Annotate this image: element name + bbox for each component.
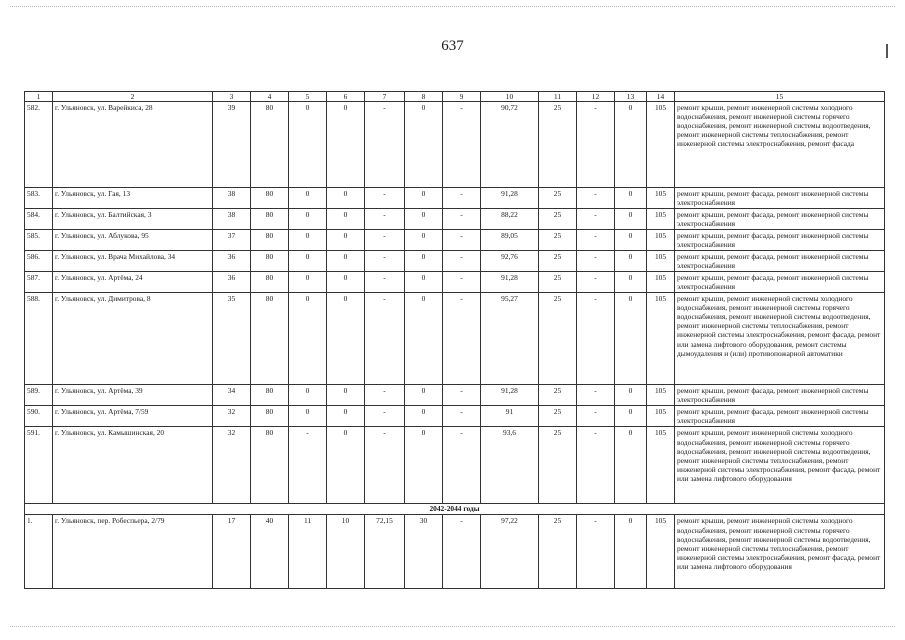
- cell-c8: 0: [405, 188, 443, 209]
- cell-c9: -: [443, 515, 481, 589]
- cell-c15: ремонт крыши, ремонт инженерной системы холодного водоснабжения, ремонт инженерной системы горячего водоснабжения, ремонт инженерной системы водоотведения, ремонт инженерной системы теплоснабжения, ремонт инженерной системы электроснабжения, ремонт фасада, ремонт или замена лифтового оборудования: [675, 515, 885, 589]
- column-header: 10: [481, 92, 539, 102]
- cell-c5: 0: [289, 188, 327, 209]
- cell-c1: 584.: [25, 209, 53, 230]
- cell-c12: -: [577, 188, 615, 209]
- cell-c12: -: [577, 209, 615, 230]
- cell-c11: 25: [539, 406, 577, 427]
- table-row: [25, 102, 885, 188]
- table-row: [25, 209, 885, 230]
- cell-c6: 10: [327, 515, 365, 589]
- cell-c2: г. Ульяновск, ул. Варейкиса, 28: [53, 102, 213, 188]
- cell-c5: 0: [289, 230, 327, 251]
- cell-c10: 91: [481, 406, 539, 427]
- cell-c11: 25: [539, 272, 577, 293]
- table-row: [25, 406, 885, 427]
- cell-c11: 25: [539, 385, 577, 406]
- cell-c5: 0: [289, 293, 327, 385]
- cell-c12: -: [577, 102, 615, 188]
- cell-c13: 0: [615, 251, 647, 272]
- column-header: 8: [405, 92, 443, 102]
- cell-c12: -: [577, 272, 615, 293]
- cell-c3: 17: [213, 515, 251, 589]
- cell-c15: ремонт крыши, ремонт фасада, ремонт инженерной системы электроснабжения: [675, 272, 885, 293]
- cell-c3: 36: [213, 272, 251, 293]
- cell-c7: -: [365, 427, 405, 504]
- cell-c7: -: [365, 251, 405, 272]
- cell-c5: 0: [289, 406, 327, 427]
- cell-c15: ремонт крыши, ремонт инженерной системы холодного водоснабжения, ремонт инженерной системы горячего водоснабжения, ремонт инженерной системы водоотведения, ремонт инженерной системы теплоснабжения, ремонт инженерной системы электроснабжения, ремонт фасада, ремонт или замена лифтового оборудования, ремонт системы дымоудаления и (или) противопожарной автоматики: [675, 293, 885, 385]
- cell-c7: 72,15: [365, 515, 405, 589]
- cell-c3: 32: [213, 406, 251, 427]
- cell-c1: 591.: [25, 427, 53, 504]
- column-header: 14: [647, 92, 675, 102]
- cell-c4: 80: [251, 188, 289, 209]
- cell-c15: ремонт крыши, ремонт фасада, ремонт инженерной системы электроснабжения: [675, 188, 885, 209]
- cell-c9: -: [443, 188, 481, 209]
- cell-c13: 0: [615, 230, 647, 251]
- column-header: 9: [443, 92, 481, 102]
- column-header: 2: [53, 92, 213, 102]
- cell-c13: 0: [615, 293, 647, 385]
- cell-c10: 91,28: [481, 385, 539, 406]
- cell-c5: 0: [289, 385, 327, 406]
- cell-c6: 0: [327, 209, 365, 230]
- cell-c3: 34: [213, 385, 251, 406]
- cell-c10: 91,28: [481, 188, 539, 209]
- cell-c1: 588.: [25, 293, 53, 385]
- cell-c4: 80: [251, 272, 289, 293]
- cell-c1: 583.: [25, 188, 53, 209]
- cell-c13: 0: [615, 209, 647, 230]
- cell-c9: -: [443, 272, 481, 293]
- cell-c5: 0: [289, 272, 327, 293]
- column-header: 15: [675, 92, 885, 102]
- cell-c12: -: [577, 515, 615, 589]
- table-row: [25, 515, 885, 589]
- cell-c2: г. Ульяновск, ул. Аблукова, 95: [53, 230, 213, 251]
- cell-c10: 91,28: [481, 272, 539, 293]
- cell-c14: 105: [647, 515, 675, 589]
- cell-c5: -: [289, 427, 327, 504]
- cell-c2: г. Ульяновск, пер. Робеспьера, 2/79: [53, 515, 213, 589]
- cell-c8: 0: [405, 385, 443, 406]
- cell-c11: 25: [539, 251, 577, 272]
- cell-c7: -: [365, 272, 405, 293]
- table-row: [25, 188, 885, 209]
- cell-c14: 105: [647, 188, 675, 209]
- column-header: 5: [289, 92, 327, 102]
- cell-c6: 0: [327, 427, 365, 504]
- cell-c10: 97,22: [481, 515, 539, 589]
- section-row: [25, 504, 885, 515]
- cell-c6: 0: [327, 230, 365, 251]
- cell-c8: 0: [405, 102, 443, 188]
- cell-c11: 25: [539, 515, 577, 589]
- cell-c8: 30: [405, 515, 443, 589]
- cell-c5: 11: [289, 515, 327, 589]
- cell-c13: 0: [615, 272, 647, 293]
- cell-c8: 0: [405, 406, 443, 427]
- cell-c14: 105: [647, 209, 675, 230]
- cell-c4: 80: [251, 427, 289, 504]
- cell-c5: 0: [289, 209, 327, 230]
- cell-c9: -: [443, 251, 481, 272]
- cell-c13: 0: [615, 515, 647, 589]
- cell-c6: 0: [327, 272, 365, 293]
- cell-c2: г. Ульяновск, ул. Врача Михайлова, 34: [53, 251, 213, 272]
- cell-c6: 0: [327, 385, 365, 406]
- cell-c7: -: [365, 209, 405, 230]
- cell-c3: 38: [213, 188, 251, 209]
- cell-c6: 0: [327, 251, 365, 272]
- section-heading: 2042-2044 годы: [25, 504, 885, 515]
- scan-edge-top: [10, 6, 895, 7]
- cell-c14: 105: [647, 102, 675, 188]
- column-header: 1: [25, 92, 53, 102]
- cell-c14: 105: [647, 251, 675, 272]
- cell-c7: -: [365, 293, 405, 385]
- column-header: 7: [365, 92, 405, 102]
- cell-c15: ремонт крыши, ремонт фасада, ремонт инженерной системы электроснабжения: [675, 251, 885, 272]
- cell-c15: ремонт крыши, ремонт фасада, ремонт инженерной системы электроснабжения: [675, 230, 885, 251]
- cell-c1: 585.: [25, 230, 53, 251]
- column-header: 6: [327, 92, 365, 102]
- cell-c12: -: [577, 385, 615, 406]
- column-header: 4: [251, 92, 289, 102]
- cell-c9: -: [443, 209, 481, 230]
- cell-c8: 0: [405, 230, 443, 251]
- cell-c2: г. Ульяновск, ул. Артёма, 7/59: [53, 406, 213, 427]
- cell-c2: г. Ульяновск, ул. Балтийская, 3: [53, 209, 213, 230]
- cell-c1: 590.: [25, 406, 53, 427]
- cell-c2: г. Ульяновск, ул. Димитрова, 8: [53, 293, 213, 385]
- cell-c10: 88,22: [481, 209, 539, 230]
- cell-c7: -: [365, 102, 405, 188]
- column-header: 11: [539, 92, 577, 102]
- cell-c1: 1.: [25, 515, 53, 589]
- cell-c4: 40: [251, 515, 289, 589]
- cell-c4: 80: [251, 385, 289, 406]
- cell-c11: 25: [539, 293, 577, 385]
- cell-c15: ремонт крыши, ремонт фасада, ремонт инженерной системы электроснабжения: [675, 385, 885, 406]
- cell-c11: 25: [539, 230, 577, 251]
- column-header: 13: [615, 92, 647, 102]
- cell-c4: 80: [251, 251, 289, 272]
- cell-c10: 89,05: [481, 230, 539, 251]
- cell-c8: 0: [405, 209, 443, 230]
- column-header: 12: [577, 92, 615, 102]
- cell-c1: 586.: [25, 251, 53, 272]
- cell-c2: г. Ульяновск, ул. Артёма, 39: [53, 385, 213, 406]
- cell-c6: 0: [327, 293, 365, 385]
- cell-c9: -: [443, 427, 481, 504]
- cell-c5: 0: [289, 102, 327, 188]
- cell-c1: 582.: [25, 102, 53, 188]
- cell-c4: 80: [251, 406, 289, 427]
- cell-c11: 25: [539, 188, 577, 209]
- cell-c3: 36: [213, 251, 251, 272]
- cell-c7: -: [365, 385, 405, 406]
- cell-c8: 0: [405, 427, 443, 504]
- cell-c3: 38: [213, 209, 251, 230]
- cell-c10: 93,6: [481, 427, 539, 504]
- column-header: 3: [213, 92, 251, 102]
- cell-c14: 105: [647, 293, 675, 385]
- cell-c2: г. Ульяновск, ул. Гая, 13: [53, 188, 213, 209]
- cell-c7: -: [365, 406, 405, 427]
- cell-c2: г. Ульяновск, ул. Камышинская, 20: [53, 427, 213, 504]
- column-number-row: [25, 92, 885, 102]
- table-row: [25, 251, 885, 272]
- capital-repair-table: [24, 91, 885, 589]
- cell-c10: 95,27: [481, 293, 539, 385]
- cell-c12: -: [577, 251, 615, 272]
- cell-c14: 105: [647, 272, 675, 293]
- cell-c4: 80: [251, 209, 289, 230]
- cell-c6: 0: [327, 188, 365, 209]
- cell-c2: г. Ульяновск, ул. Артёма, 24: [53, 272, 213, 293]
- scan-edge-bottom: [10, 626, 895, 627]
- cell-c3: 37: [213, 230, 251, 251]
- cell-c6: 0: [327, 406, 365, 427]
- cell-c12: -: [577, 230, 615, 251]
- cell-c3: 39: [213, 102, 251, 188]
- cell-c12: -: [577, 406, 615, 427]
- cell-c9: -: [443, 385, 481, 406]
- cell-c9: -: [443, 230, 481, 251]
- cell-c5: 0: [289, 251, 327, 272]
- cell-c14: 105: [647, 427, 675, 504]
- cell-c4: 80: [251, 293, 289, 385]
- cell-c6: 0: [327, 102, 365, 188]
- cell-c3: 32: [213, 427, 251, 504]
- cell-c11: 25: [539, 427, 577, 504]
- cell-c4: 80: [251, 102, 289, 188]
- table-row: [25, 230, 885, 251]
- cell-c10: 90,72: [481, 102, 539, 188]
- table-row: [25, 293, 885, 385]
- cell-c9: -: [443, 293, 481, 385]
- cell-c15: ремонт крыши, ремонт инженерной системы холодного водоснабжения, ремонт инженерной системы горячего водоснабжения, ремонт инженерной системы водоотведения, ремонт инженерной системы теплоснабжения, ремонт инженерной системы электроснабжения, ремонт фасада, ремонт или замена лифтового оборудования: [675, 427, 885, 504]
- cell-c13: 0: [615, 427, 647, 504]
- cell-c13: 0: [615, 102, 647, 188]
- cell-c7: -: [365, 230, 405, 251]
- cell-c15: ремонт крыши, ремонт инженерной системы холодного водоснабжения, ремонт инженерной системы горячего водоснабжения, ремонт инженерной системы водоотведения, ремонт инженерной системы теплоснабжения, ремонт инженерной системы электроснабжения, ремонт фасада: [675, 102, 885, 188]
- cell-c11: 25: [539, 102, 577, 188]
- cell-c14: 105: [647, 406, 675, 427]
- table-row: [25, 427, 885, 504]
- cell-c15: ремонт крыши, ремонт фасада, ремонт инженерной системы электроснабжения: [675, 209, 885, 230]
- cell-c3: 35: [213, 293, 251, 385]
- cell-c11: 25: [539, 209, 577, 230]
- cell-c8: 0: [405, 272, 443, 293]
- cell-c9: -: [443, 102, 481, 188]
- cell-c12: -: [577, 293, 615, 385]
- cell-c14: 105: [647, 385, 675, 406]
- cell-c13: 0: [615, 188, 647, 209]
- cell-c1: 589.: [25, 385, 53, 406]
- cell-c8: 0: [405, 251, 443, 272]
- cell-c10: 92,76: [481, 251, 539, 272]
- cell-c13: 0: [615, 406, 647, 427]
- table-row: [25, 272, 885, 293]
- cell-c8: 0: [405, 293, 443, 385]
- page-number: 637: [441, 38, 464, 54]
- cell-c4: 80: [251, 230, 289, 251]
- table-row: [25, 385, 885, 406]
- cell-c9: -: [443, 406, 481, 427]
- cell-c7: -: [365, 188, 405, 209]
- cell-c1: 587.: [25, 272, 53, 293]
- cell-c14: 105: [647, 230, 675, 251]
- cell-c15: ремонт крыши, ремонт фасада, ремонт инженерной системы электроснабжения: [675, 406, 885, 427]
- cell-c12: -: [577, 427, 615, 504]
- cell-c13: 0: [615, 385, 647, 406]
